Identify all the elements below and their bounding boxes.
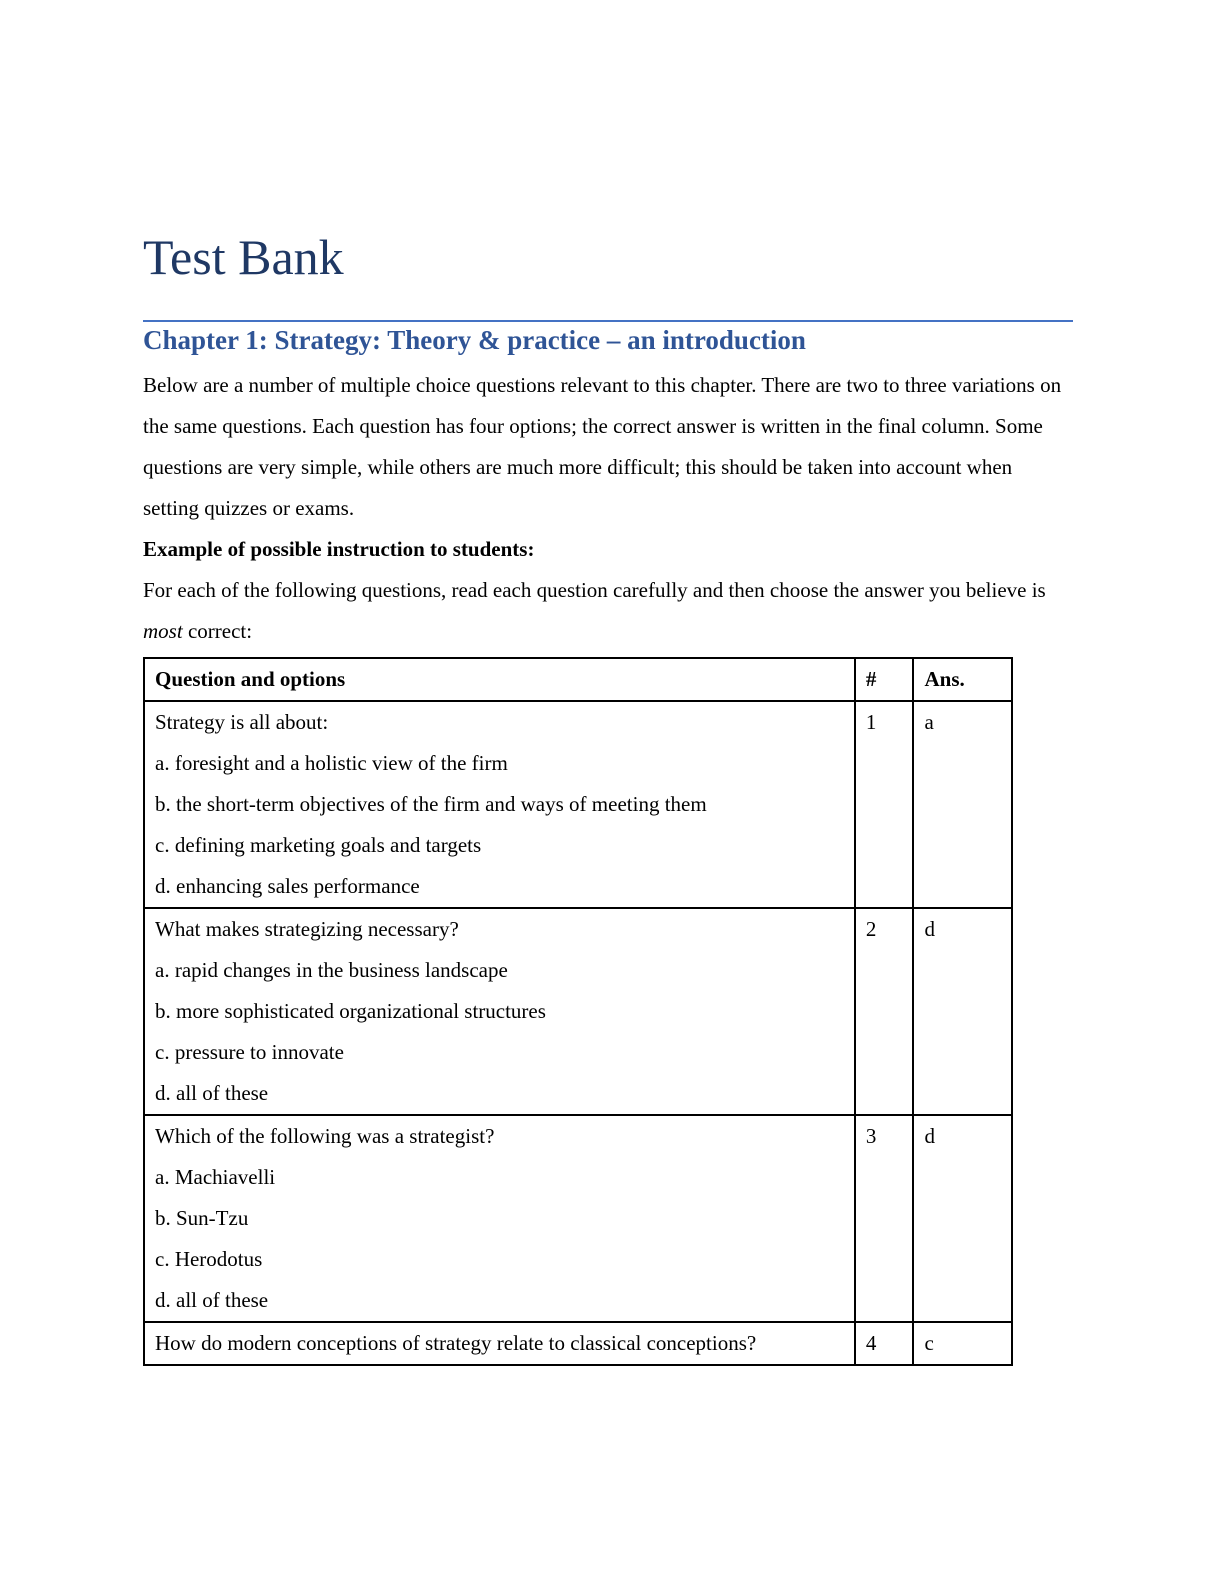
chapter-heading: Chapter 1: Strategy: Theory & practice – an introduction (143, 325, 806, 355)
answer-cell: d (913, 1115, 1012, 1322)
option-d: d. all of these (155, 1288, 269, 1312)
header-question-and-options: Question and options (144, 658, 855, 701)
example-instruction-label: Example of possible instruction to students: (143, 537, 535, 561)
question-cell (144, 1115, 855, 1322)
question-cell (144, 1322, 855, 1365)
instruction-text-before: For each of the following questions, read each question carefully and then choose the answer you believe is (143, 578, 1046, 602)
question-cell (144, 908, 855, 1115)
option-b: b. more sophisticated organizational structures (155, 999, 546, 1023)
instruction-text-after: correct: (182, 619, 253, 643)
student-instruction (143, 570, 1073, 652)
table-row (144, 1115, 1012, 1322)
option-b: b. the short-term objectives of the firm and ways of meeting them (155, 792, 707, 816)
answer-cell: c (913, 1322, 1012, 1365)
instruction-emphasis: most (143, 619, 183, 643)
option-c: c. pressure to innovate (155, 1040, 344, 1064)
header-answer: Ans. (913, 658, 1012, 701)
table-row (144, 1322, 1012, 1365)
option-d: d. enhancing sales performance (155, 874, 420, 898)
answer-cell: a (913, 701, 1012, 908)
question-text: Which of the following was a strategist? (155, 1124, 495, 1148)
option-b: b. Sun-Tzu (155, 1206, 249, 1230)
question-number-cell: 2 (855, 908, 914, 1115)
option-d: d. all of these (155, 1081, 269, 1105)
table-header-row (144, 658, 1012, 701)
question-text: Strategy is all about: (155, 710, 329, 734)
option-a: a. foresight and a holistic view of the firm (155, 751, 508, 775)
option-a: a. rapid changes in the business landscape (155, 958, 508, 982)
document-title: Test Bank (143, 229, 344, 285)
table-row (144, 908, 1012, 1115)
question-number-cell: 4 (855, 1322, 914, 1365)
question-number-cell: 1 (855, 701, 914, 908)
question-table (143, 657, 1013, 1366)
question-text: How do modern conceptions of strategy relate to classical conceptions? (155, 1331, 757, 1355)
option-c: c. Herodotus (155, 1247, 263, 1271)
question-text: What makes strategizing necessary? (155, 917, 459, 941)
intro-paragraph: Below are a number of multiple choice questions relevant to this chapter. There are two to three variations on the same questions. Each question has four options; the correct answer is written in the final column. Some questions are very simple, while others are much more difficult; this should be taken into account when setting quizzes or exams. (143, 373, 1062, 520)
header-number: # (855, 658, 914, 701)
table-row (144, 701, 1012, 908)
option-a: a. Machiavelli (155, 1165, 276, 1189)
option-c: c. defining marketing goals and targets (155, 833, 482, 857)
question-cell (144, 701, 855, 908)
answer-cell: d (913, 908, 1012, 1115)
question-number-cell: 3 (855, 1115, 914, 1322)
